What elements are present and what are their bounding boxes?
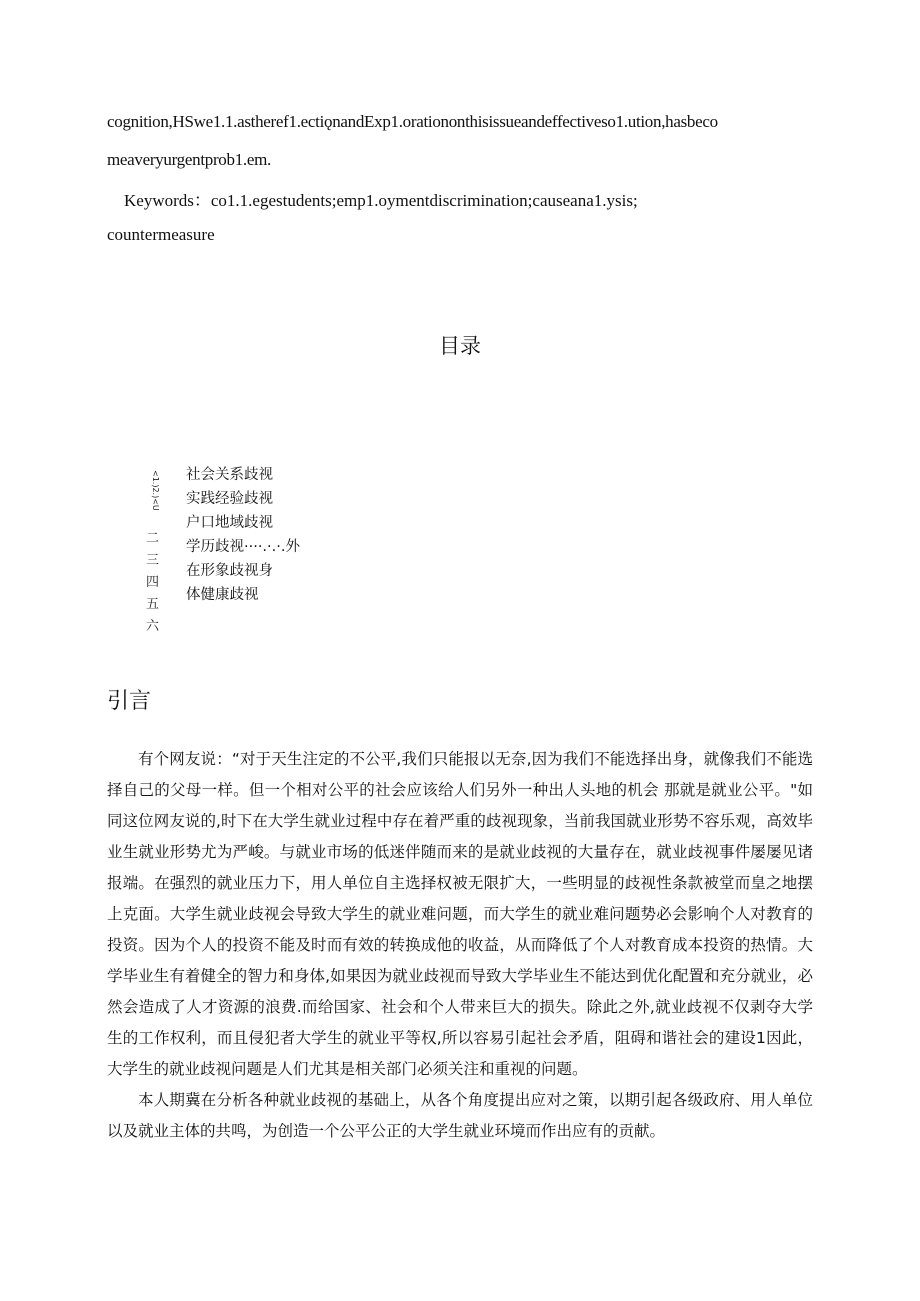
abstract-line-1: cognition,HSwe1.1.astheref1.ectiǫnandExp1.orationonthisissueandeffectiveso1.ution,hasbeco [107, 112, 718, 131]
toc-item[interactable]: 在形象歧视身 [186, 563, 273, 579]
toc-item[interactable]: 实践经验歧视 [186, 491, 273, 507]
keywords-line-1: Keywords：co1.1.egestudents;emp1.oymentdiscrimination;causeana1.ysis; [124, 191, 638, 210]
intro-body [107, 744, 813, 1147]
toc-item[interactable]: 社会关系歧视 [186, 467, 273, 483]
toc-marker: 三 [146, 553, 160, 568]
toc-item[interactable]: 学历歧视····.·.·.外 [186, 539, 300, 555]
toc-marker: 六 [146, 619, 160, 634]
toc-marker: 二 [146, 531, 160, 546]
intro-paragraph-1: 有个网友说：“对于天生注定的不公平,我们只能报以无奈,因为我们不能选择出身，就像我们不能选择自己的父母一样。但一个相对公平的社会应该给人们另外一种出人头地的机会 那就是就业公平。"如同这位网友说的,时下在大学生就业过程中存在着严重的歧视现象，当前我国就业形势不容乐观，高效毕业生就业形势尤为严峻。与就业市场的低迷伴随而来的是就业歧视的大量存在，就业歧视事件屡屡见诸报端。在强烈的就业压力下，用人单位自主选择权被无限扩大，一些明显的歧视性条款被堂而皇之地摆上克面。大学生就业歧视会导致大学生的就业难问题，而大学生的就业难问题势必会影响个人对教育的投资。因为个人的投资不能及时而有效的转换成他的收益，从而降低了个人对教育成本投资的热情。大学毕业生有着健全的智力和身体,如果因为就业歧视而导致大学毕业生不能达到优化配置和充分就业，必然会造成了人才资源的浪费.而给国家、社会和个人带来巨大的损失。除此之外,就业歧视不仅剥夺大学生的工作权利，而且侵犯者大学生的就业平等权,所以容易引起社会矛盾，阻碍和谐社会的建设1因此，大学生的就业歧视问题是人们尤其是相关部门必须关注和重视的问题。 [107, 750, 813, 1078]
section-heading-intro: 引言 [107, 689, 152, 714]
toc-title: 目录 [439, 334, 481, 358]
toc-item[interactable]: 户口地域歧视 [186, 515, 273, 531]
intro-paragraph-2: 本人期冀在分析各种就业歧视的基础上，从各个角度提出应对之策，以期引起各级政府、用人单位以及就业主体的共鸣，为创造一个公平公正的大学生就业环境而作出应有的贡献。 [107, 1091, 813, 1140]
abstract-line-2: meaveryurgentprob1.em. [107, 150, 271, 169]
toc-list [186, 463, 300, 607]
toc-marker: 四 [146, 575, 160, 590]
toc-markers [146, 470, 168, 638]
toc-item[interactable]: 体健康歧视 [186, 587, 259, 603]
keywords-line-2: countermeasure [107, 225, 215, 244]
toc-marker-small: <1.)2.)<U [151, 470, 160, 511]
toc-marker: 五 [146, 597, 160, 612]
